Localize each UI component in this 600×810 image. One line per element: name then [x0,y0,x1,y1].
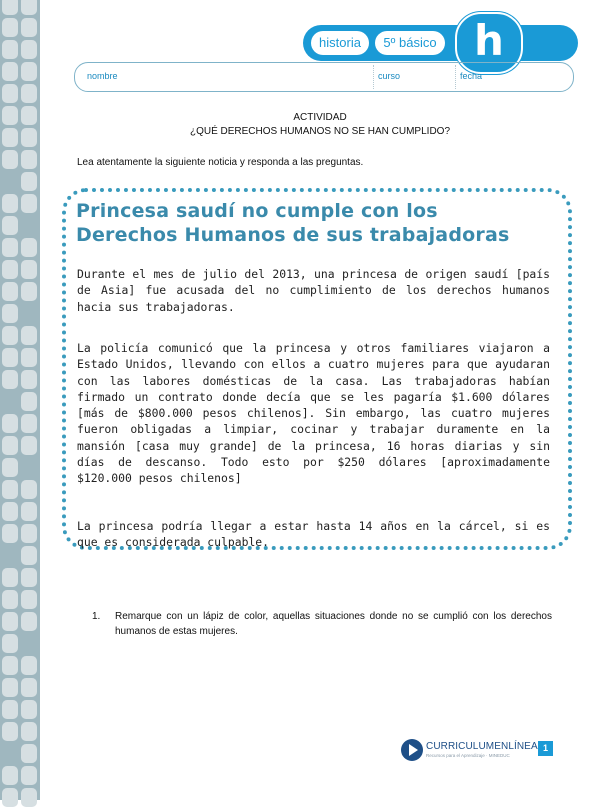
activity-title: ¿QUÉ DERECHOS HUMANOS NO SE HAN CUMPLIDO? [189,126,451,137]
date-field[interactable]: fecha [460,71,483,81]
news-paragraph: Durante el mes de julio del 2013, una princesa de origen saudí [país de Asia] fue acusada del no cumplimiento de los derechos humanos hacia sus trabajadoras. [77,267,550,314]
divider [373,65,374,89]
course-field[interactable]: curso [378,71,401,81]
grade-tag: 5º básico [375,31,445,55]
curriculum-logo-icon [401,739,423,761]
divider [455,65,456,89]
instructions: Lea atentamente la siguiente noticia y responda a las preguntas. [77,157,364,168]
question-item [92,609,552,639]
student-info-row [74,62,574,92]
subject-tag: historia [311,31,369,55]
question-text: Remarque con un lápiz de color, aquellas situaciones donde no se cumplió con los derechos humanos de estas mujeres. [115,611,552,637]
news-headline: Princesa saudí no cumple con los Derechos Humanos de sus trabajadoras [76,200,510,246]
news-paragraph: La policía comunicó que la princesa y otros familiares viajaron a Estado Unidos, llevando con ellos a cuatro mujeres para que ayudaran con las labores domésticas de la casa. Las trabajadoras habían firmado un contrato donde decía que se les pagaría $1.600 dólares [más de $800.000 pesos chilenos]. Sin embargo, las cuatro mujeres fueron obligadas a limpiar, cocinar y trabajar duramente en la mansión [casa muy grande] de la princesa, 16 horas diarias y sin días de descanso. Todo esto por $250 dólares [aproximadamente $120.000 pesos chilenos] [77,341,550,486]
brand-name: CURRICULUMENLÍNEA [426,741,538,752]
subject-logo-icon: h [455,12,523,74]
page-number-badge: 1 [538,741,553,756]
activity-label: ACTIVIDAD [293,112,347,123]
news-paragraph: La princesa podría llegar a estar hasta 14 años en la cárcel, si es que es considerada culpable. [77,519,550,550]
question-number: 1. [92,611,101,622]
brand-subtitle: Recursos para el Aprendizaje · MINEDUC [426,753,510,758]
name-field[interactable]: nombre [87,71,118,81]
